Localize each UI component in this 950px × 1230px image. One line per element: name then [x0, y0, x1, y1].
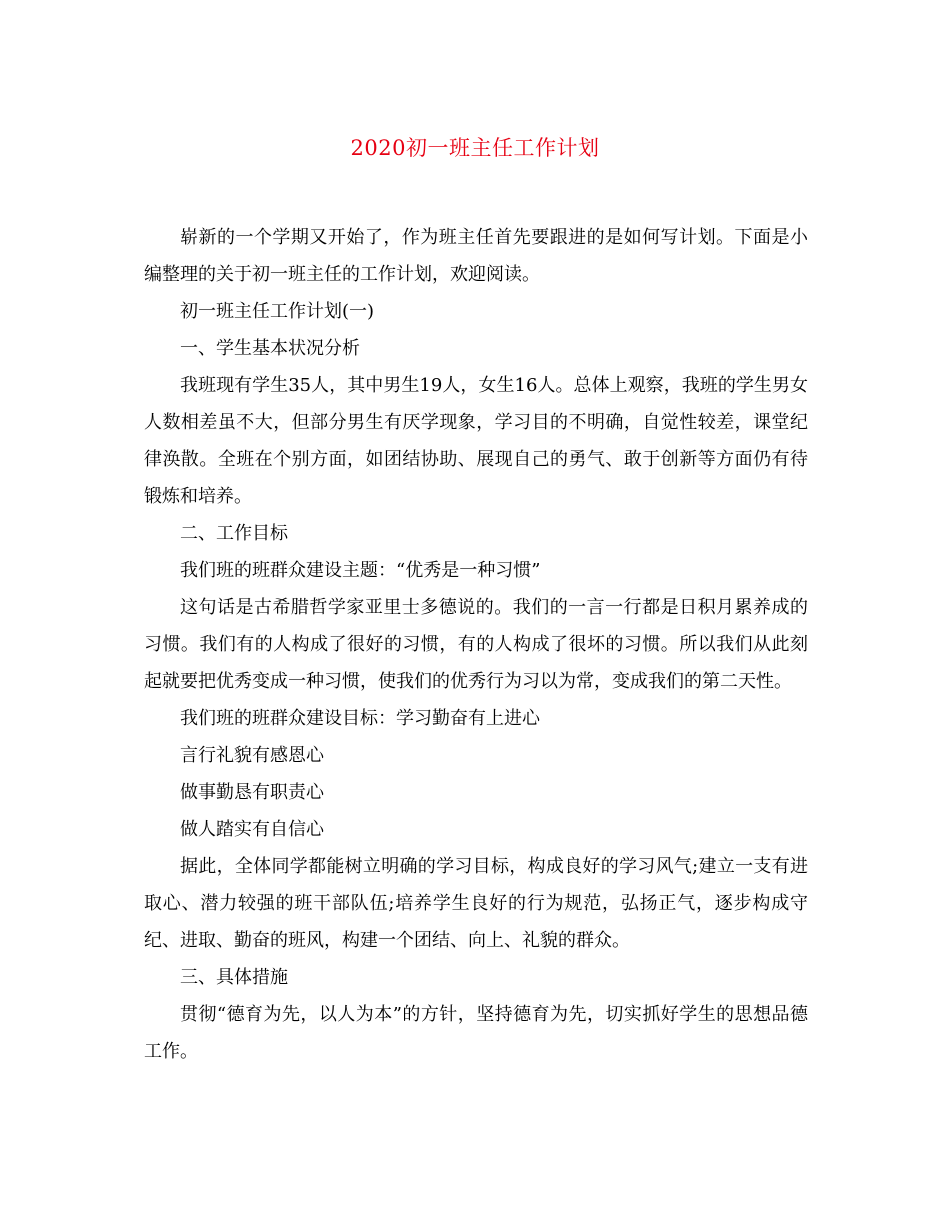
student-analysis-paragraph: 我班现有学生35人，其中男生19人，女生16人。总体上观察，我班的学生男女人数相差虽不大，但部分男生有厌学现象，学习目的不明确，自觉性较差，课堂纪律涣散。全班在个别方面，如团结协助、展现自己的勇气、敢于创新等方面仍有待锻炼和培养。: [144, 375, 808, 507]
goal-paragraph: 我们班的班群众建设目标：学习勤奋有上进心: [180, 708, 540, 729]
goal-item: 做人踏实有自信心: [180, 819, 324, 840]
plan-heading: 初一班主任工作计划(一): [180, 301, 375, 322]
section-heading-2: 二、工作目标: [180, 523, 288, 544]
theme-explanation-paragraph: 这句话是古希腊哲学家亚里士多德说的。我们的一言一行都是日积月累养成的习惯。我们有的人构成了很好的习惯，有的人构成了很坏的习惯。所以我们从此刻起就要把优秀变成一种习惯，使我们的优秀行为习以为常，变成我们的第二天性。: [144, 597, 808, 692]
theme-paragraph: 我们班的班群众建设主题：“优秀是一种习惯”: [180, 560, 541, 581]
document-title: 2020初一班主任工作计划: [350, 136, 600, 160]
section-heading-1: 一、学生基本状况分析: [180, 338, 360, 359]
goal-summary-paragraph: 据此，全体同学都能树立明确的学习目标，构成良好的学习风气;建立一支有进取心、潜力较强的班干部队伍;培养学生良好的行为规范，弘扬正气，逐步构成守纪、进取、勤奋的班风，构建一个团结、向上、礼貌的群众。: [144, 856, 808, 951]
intro-paragraph: 崭新的一个学期又开始了，作为班主任首先要跟进的是如何写计划。下面是小编整理的关于初一班主任的工作计划，欢迎阅读。: [144, 227, 808, 285]
measures-paragraph: 贯彻“德育为先，以人为本”的方针，坚持德育为先，切实抓好学生的思想品德工作。: [144, 1004, 808, 1062]
goal-item: 做事勤恳有职责心: [180, 782, 324, 803]
document-body: [144, 219, 808, 1070]
goal-item: 言行礼貌有感恩心: [180, 745, 324, 766]
section-heading-3: 三、具体措施: [180, 967, 288, 988]
